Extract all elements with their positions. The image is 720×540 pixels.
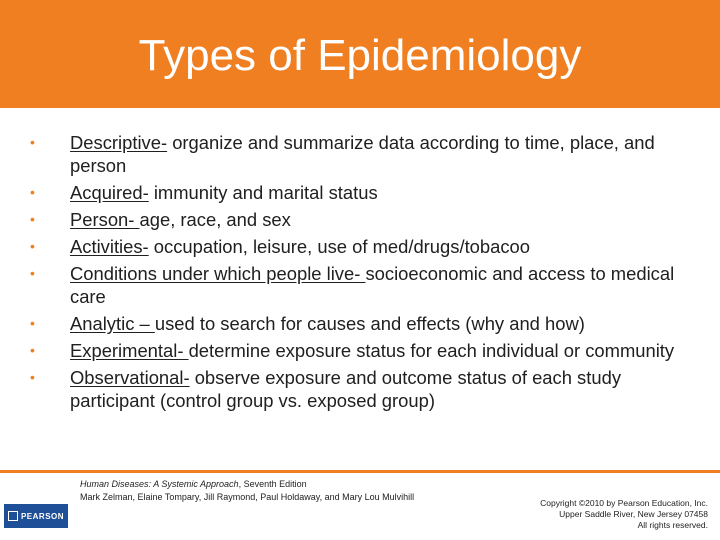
copyright-line-3: All rights reserved. — [637, 520, 708, 530]
bullet-dot-icon: • — [30, 265, 35, 281]
bullet-text: observe exposure and outcome status of each study participant (control group vs. exposed group) — [70, 367, 622, 411]
bullet-dot-icon: • — [30, 238, 35, 254]
bullet-dot-icon: • — [30, 184, 35, 200]
bullet-term: Activities- — [70, 236, 149, 257]
bullet-item-experimental — [30, 339, 700, 362]
bullet-item-acquired — [30, 181, 700, 204]
book-title: Human Diseases: A Systemic Approach — [80, 479, 239, 489]
bullet-term: Observational- — [70, 367, 190, 388]
bullet-text: organize and summarize data according to time, place, and person — [70, 132, 655, 176]
bullet-item-analytic — [30, 312, 700, 335]
title-bar — [0, 0, 720, 108]
bullet-term: Acquired- — [70, 182, 149, 203]
book-citation — [80, 478, 414, 504]
bullet-text: used to search for causes and effects (why and how) — [154, 313, 585, 334]
bullet-term: Conditions under which people live- — [70, 263, 366, 284]
bullet-item-conditions — [30, 262, 700, 308]
bullet-text: immunity and marital status — [148, 182, 378, 203]
bullet-item-activities — [30, 235, 700, 258]
bullet-term: Experimental- — [70, 340, 189, 361]
bullet-text: socioeconomic and access to medical care — [70, 263, 675, 307]
book-title-line — [80, 478, 414, 491]
slide-title: Types of Epidemiology — [138, 31, 582, 80]
bullet-term: Analytic – — [70, 313, 155, 334]
bullet-term: Descriptive- — [70, 132, 168, 153]
pearson-logo — [4, 504, 68, 528]
book-authors: Mark Zelman, Elaine Tompary, Jill Raymond, Paul Holdaway, and Mary Lou Mulvihill — [80, 492, 415, 502]
bullet-item-observational — [30, 366, 700, 412]
bullet-dot-icon: • — [30, 134, 35, 150]
bullet-list — [30, 131, 700, 416]
bullet-text: determine exposure status for each individual or community — [188, 340, 675, 361]
book-edition: , Seventh Edition — [238, 479, 307, 489]
bullet-term: Person- — [70, 209, 140, 230]
bullet-item-descriptive — [30, 131, 700, 177]
logo-text: PEARSON — [20, 511, 65, 521]
footer-divider — [0, 470, 720, 473]
copyright-line-2: Upper Saddle River, New Jersey 07458 — [559, 509, 708, 519]
bullet-item-person — [30, 208, 700, 231]
bullet-dot-icon: • — [30, 342, 35, 358]
copyright-notice — [540, 498, 708, 531]
logo-square-icon — [8, 511, 18, 521]
bullet-text: occupation, leisure, use of med/drugs/tobacoo — [148, 236, 531, 257]
bullet-dot-icon: • — [30, 315, 35, 331]
bullet-dot-icon: • — [30, 369, 35, 385]
bullet-dot-icon: • — [30, 211, 35, 227]
bullet-text: age, race, and sex — [139, 209, 291, 230]
copyright-line-1: Copyright ©2010 by Pearson Education, Inc. — [540, 498, 708, 508]
